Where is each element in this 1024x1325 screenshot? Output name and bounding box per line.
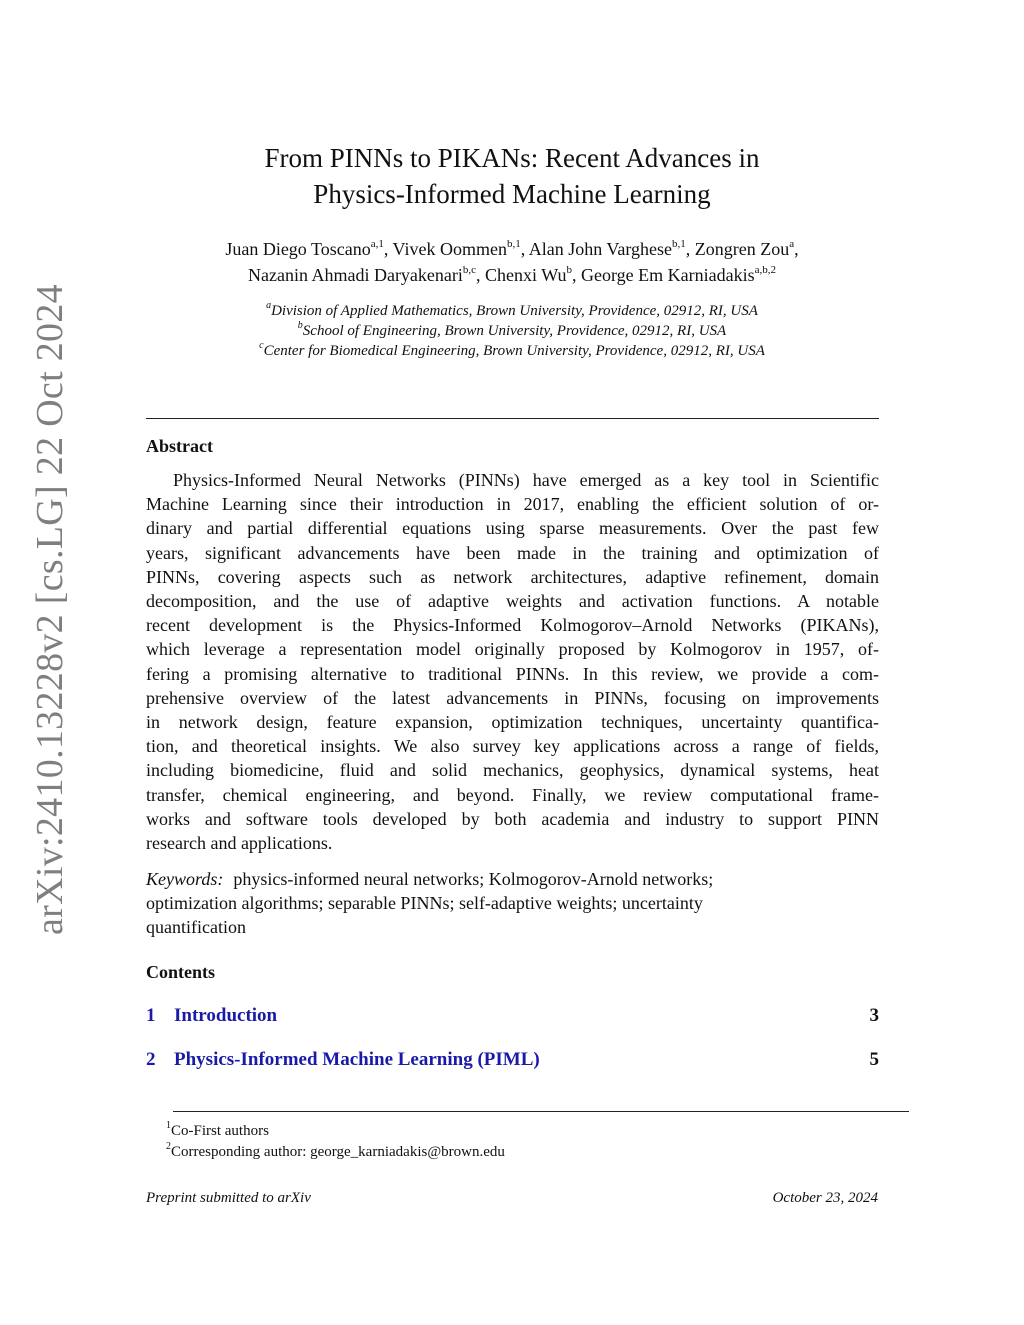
author-name: Zongren Zou (694, 239, 790, 259)
footnote-mark: 2 (166, 1141, 171, 1152)
footnote-text: Corresponding author: george_karniadakis@brown.edu (171, 1144, 505, 1160)
author-separator: , (520, 239, 529, 259)
abstract-line: tion, and theoretical insights. We also survey key applications across a range of fields, (146, 736, 879, 757)
author-name: George Em Karniadakis (581, 265, 755, 285)
toc-entry-link[interactable]: Physics-Informed Machine Learning (PIML) (174, 1049, 540, 1070)
footnote-text: Co-First authors (171, 1123, 269, 1139)
abstract-body (146, 468, 879, 855)
abstract-line: fering a promising alternative to traditional PINNs. In this review, we provide a com- (146, 663, 879, 684)
toc-entry-page: 3 (869, 1005, 879, 1026)
affiliation (146, 301, 878, 321)
toc-entry-page: 5 (869, 1049, 879, 1070)
author-affil-mark: a,b,2 (754, 264, 777, 276)
affiliation-text: Division of Applied Mathematics, Brown University, Providence, 02912, RI, USA (271, 303, 758, 319)
toc-entry-number[interactable]: 1 (146, 1005, 156, 1026)
keywords-block (146, 867, 879, 939)
author-affil-mark: b,c (462, 264, 477, 276)
paper-title (146, 140, 878, 212)
author-affil-mark: b,1 (506, 238, 521, 250)
keywords-line: optimization algorithms; separable PINNs; self-adaptive weights; uncertainty (146, 893, 703, 913)
title-line-1: From PINNs to PIKANs: Recent Advances in (264, 143, 760, 173)
toc-entry-link[interactable]: Introduction (174, 1005, 278, 1026)
author-separator: , (476, 265, 486, 285)
footnote-rule (173, 1111, 909, 1112)
title-line-2: Physics-Informed Machine Learning (313, 179, 711, 209)
author-separator: , (572, 265, 581, 285)
author-line-1 (120, 236, 904, 262)
author-separator: , (685, 239, 695, 259)
footer-preprint-note: Preprint submitted to arXiv (146, 1190, 311, 1206)
arxiv-identifier-stamp: arXiv:2410.13228v2 [cs.LG] 22 Oct 2024 (29, 284, 71, 935)
author-affil-mark: b,1 (672, 238, 686, 250)
abstract-line: prehensive overview of the latest advancements in PINNs, focusing on improvements (146, 687, 879, 708)
keywords-text: physics-informed neural networks; Kolmogorov-Arnold networks; (233, 869, 714, 889)
affiliation-mark: c (259, 340, 264, 351)
footnote-mark: 1 (166, 1120, 171, 1131)
abstract-line: decomposition, and the use of adaptive weights and activation functions. A notable (146, 591, 879, 612)
keywords-label: Keywords: (146, 869, 224, 889)
author-separator: , (794, 239, 799, 259)
affiliation (146, 341, 878, 361)
toc-entry-piml[interactable] (146, 1049, 879, 1075)
affiliation (146, 321, 878, 341)
abstract-line: dinary and partial differential equations using sparse measurements. Over the past few (146, 518, 879, 539)
author-affil-mark: b (566, 264, 572, 276)
affiliation-text: Center for Biomedical Engineering, Brown University, Providence, 02912, RI, USA (263, 343, 765, 359)
abstract-line: including biomedicine, fluid and solid mechanics, geophysics, dynamical systems, heat (146, 760, 879, 781)
abstract-line: Machine Learning since their introduction in 2017, enabling the efficient solution of or- (146, 494, 879, 515)
toc-entry-number[interactable]: 2 (146, 1049, 156, 1070)
keywords-line (146, 867, 879, 891)
keywords-line: quantification (146, 917, 246, 937)
abstract-line: recent development is the Physics-Informed Kolmogorov–Arnold Networks (PIKANs), (146, 615, 879, 636)
abstract-top-rule (146, 418, 879, 419)
author-name: Juan Diego Toscano (225, 239, 371, 259)
author-name: Nazanin Ahmadi Daryakenari (247, 265, 463, 285)
affiliation-mark: b (297, 320, 303, 331)
abstract-line: in network design, feature expansion, optimization techniques, uncertainty quantifica- (146, 712, 879, 733)
abstract-line: PINNs, covering aspects such as network architectures, adaptive refinement, domain (146, 566, 879, 587)
affiliation-text: School of Engineering, Brown University, Providence, 02912, RI, USA (302, 323, 727, 339)
abstract-line: transfer, chemical engineering, and beyond. Finally, we review computational frame- (146, 784, 879, 805)
author-line-2 (120, 262, 904, 288)
author-name: Chenxi Wu (485, 265, 567, 285)
author-affil-mark: a,1 (370, 238, 384, 250)
footnotes (166, 1121, 505, 1163)
footer-date: October 23, 2024 (772, 1190, 878, 1206)
abstract-heading: Abstract (146, 436, 213, 456)
contents-heading: Contents (146, 962, 216, 982)
abstract-line: works and software tools developed by both academia and industry to support PINN (146, 808, 879, 829)
footnote (166, 1121, 505, 1142)
author-separator: , (383, 239, 393, 259)
author-list (120, 236, 904, 288)
abstract-line: which leverage a representation model originally proposed by Kolmogorov in 1957, of- (146, 639, 879, 660)
toc-entry-introduction[interactable] (146, 1005, 879, 1031)
author-name: Alan John Varghese (528, 239, 673, 259)
abstract-line: years, significant advancements have been made in the training and optimization of (146, 542, 879, 563)
affiliation-mark: a (266, 300, 272, 311)
author-name: Vivek Oommen (392, 239, 507, 259)
abstract-line: Physics-Informed Neural Networks (PINNs) have emerged as a key tool in Scientific (173, 470, 879, 490)
author-affil-mark: a (789, 238, 795, 250)
footnote (166, 1142, 505, 1163)
affiliation-list (146, 301, 878, 361)
abstract-line: research and applications. (146, 833, 333, 854)
